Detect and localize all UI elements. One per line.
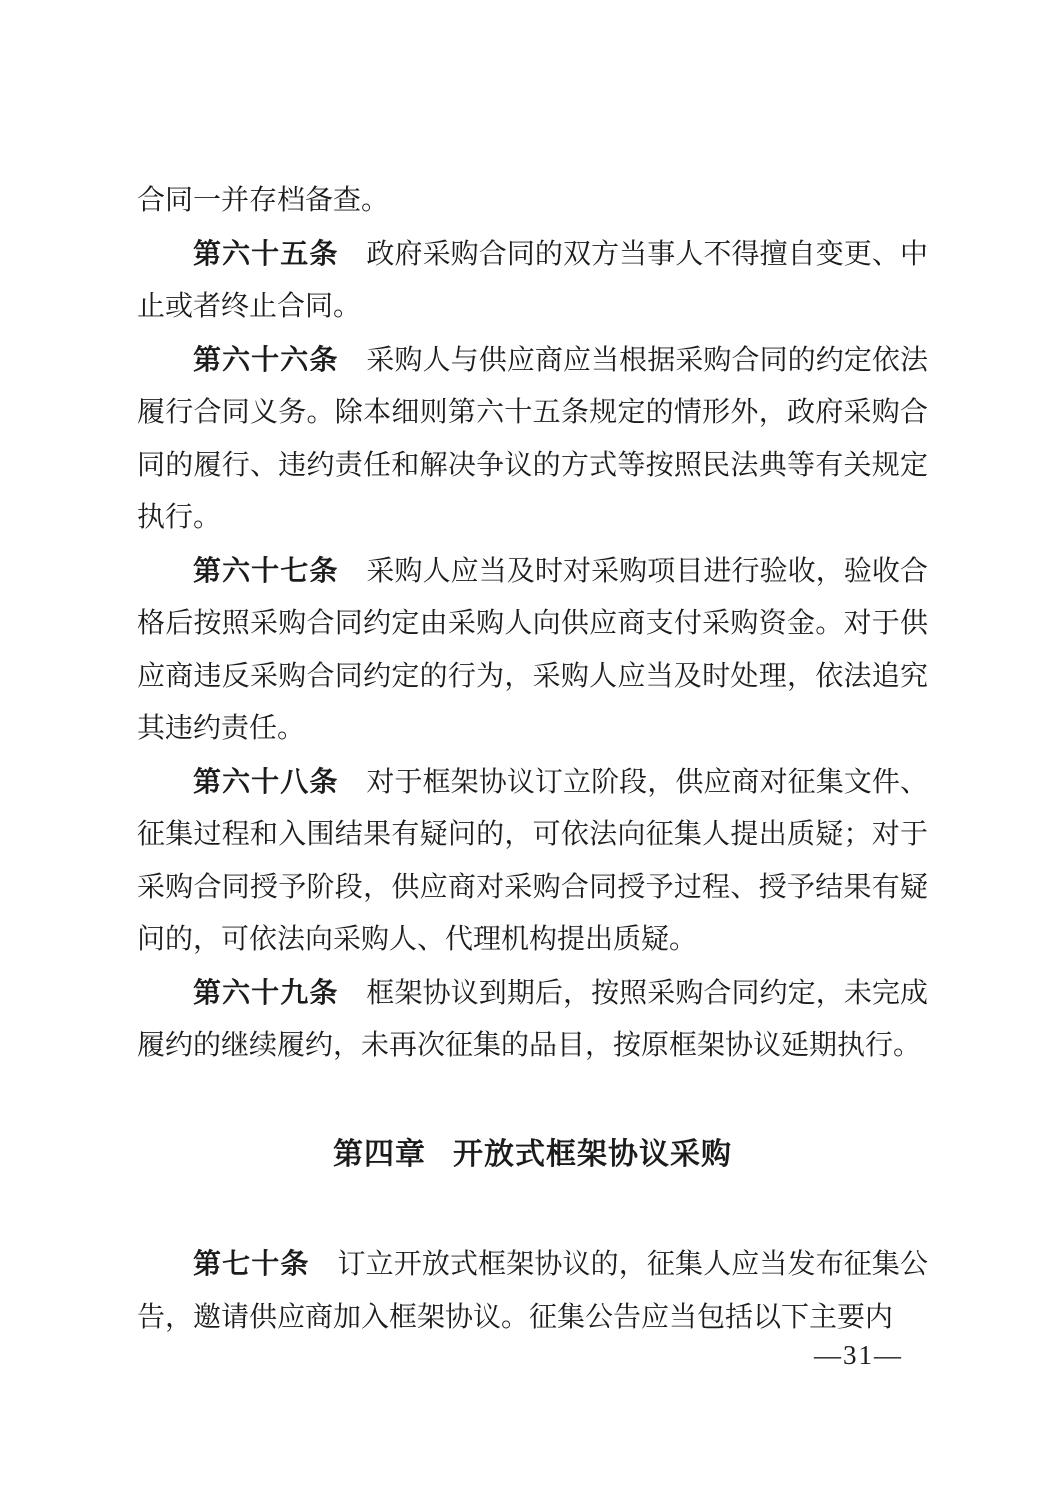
chapter-title: 开放式框架协议采购 xyxy=(453,1137,732,1171)
article-65-text: 政府采购合同的双方当事人不得擅自变更、中止或者终止合同。 xyxy=(137,238,928,322)
article-65-number: 第六十五条 xyxy=(193,237,339,269)
article-68-number: 第六十八条 xyxy=(193,765,339,797)
article-69-paragraph xyxy=(137,967,928,1073)
page-number: —31— xyxy=(814,1340,903,1370)
article-70-paragraph xyxy=(137,1238,928,1344)
article-69-number: 第六十九条 xyxy=(193,976,339,1008)
article-67-number: 第六十七条 xyxy=(193,554,339,586)
article-70-number: 第七十条 xyxy=(193,1248,310,1279)
article-66-text: 采购人与供应商应当根据采购合同的约定依法履行合同义务。除本细则第六十五条规定的情形外，政府采购合同的履行、违约责任和解决争议的方式等按照民法典等有关规定执行。 xyxy=(137,344,928,533)
article-69-text: 框架协议到期后，按照采购合同约定，未完成履约的继续履约，未再次征集的品目，按原框架协议延期执行。 xyxy=(137,977,928,1061)
article-70-text: 订立开放式框架协议的，征集人应当发布征集公告，邀请供应商加入框架协议。征集公告应当包括以下主要内 xyxy=(137,1249,928,1333)
article-67-text: 采购人应当及时对采购项目进行验收，验收合格后按照采购合同约定由采购人向供应商支付采购资金。对于供应商违反采购合同约定的行为，采购人应当及时处理，依法追究其违约责任。 xyxy=(137,555,928,744)
article-67-paragraph xyxy=(137,545,928,756)
article-68-paragraph xyxy=(137,756,928,967)
paragraph-continuation: 合同一并存档备查。 xyxy=(137,185,390,216)
article-65-paragraph xyxy=(137,228,928,334)
chapter-heading xyxy=(137,1129,928,1182)
article-68-text: 对于框架协议订立阶段，供应商对征集文件、征集过程和入围结果有疑问的，可依法向征集人提出质疑；对于采购合同授予阶段，供应商对采购合同授予过程、授予结果有疑问的，可依法向采购人、代理机构提出质疑。 xyxy=(137,766,928,955)
article-66-number: 第六十六条 xyxy=(193,343,339,375)
article-66-paragraph xyxy=(137,334,928,545)
page-body xyxy=(137,175,928,1344)
chapter-number: 第四章 xyxy=(333,1137,426,1171)
